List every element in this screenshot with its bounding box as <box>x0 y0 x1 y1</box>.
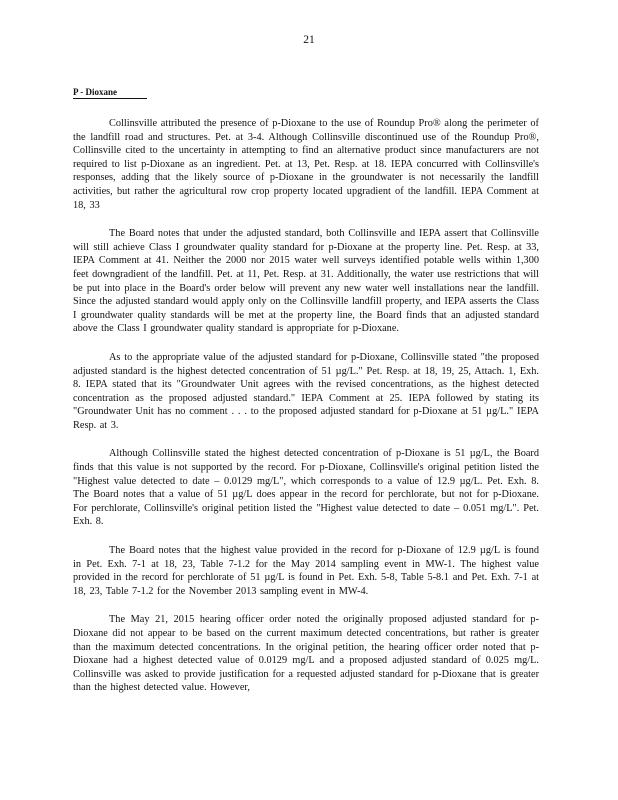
paragraph: As to the appropriate value of the adjusted standard for p-Dioxane, Collinsville stated "the proposed adjusted standard is the highest detected concentration of 51 µg/L." Pet. Resp. at 18, 19, 25, Attach. 1, Exh. 8. IEPA stated that its "Groundwater Unit agrees with the revised concentrations, as the highest detected concentration as the proposed adjusted standard." IEPA Comment at 25. IEPA followed by stating its "Groundwater Unit has no comment . . . to the proposed adjusted standard for p-Dioxane at 51 µg/L." IEPA Resp. at 3. <box>73 351 539 431</box>
page-number: 21 <box>303 34 315 46</box>
body-text <box>73 117 539 710</box>
paragraph: The Board notes that under the adjusted standard, both Collinsville and IEPA assert that Collinsville will still achieve Class I groundwater quality standard for p-Dioxane at the property line. Pet. Resp. at 33, IEPA Comment at 41. Neither the 2000 nor 2015 water well surveys identified potable wells within 1,300 feet downgradient of the landfill. Pet. at 11, Pet. Resp. at 31. Additionally, the water use restrictions that will be put into place in the Board's order below will prevent any new water well installations near the landfill. Since the adjusted standard would apply only on the Collinsville landfill property, and IEPA asserts the Class I groundwater quality standards will be met at the property line, the Board finds that an adjusted standard above the Class I groundwater quality standard is appropriate for p-Dioxane. <box>73 228 539 335</box>
paragraph: The May 21, 2015 hearing officer order noted the originally proposed adjusted standard for p-Dioxane did not appear to be based on the current maximum detected concentrations, but rather is greater than the maximum detected concentrations. In the original petition, the hearing officer order noted that p-Dioxane had a highest detected value of 0.0129 mg/L and a proposed adjusted standard of 0.025 mg/L. Collinsville was asked to provide justification for a requested adjusted standard for p-Dioxane that is greater than the highest detected value. However, <box>73 614 539 694</box>
paragraph: The Board notes that the highest value provided in the record for p-Dioxane of 12.9 µg/L is found in Pet. Exh. 7-1 at 18, 23, Table 7-1.2 for the May 2014 sampling event in MW-1. The highest value provided in the record for perchlorate of 51 µg/L is found in Pet. Exh. 5-8, Table 5-8.1 and Pet. Exh. 7-1 at 18, 23, Table 7-1.2 for the November 2013 sampling event in MW-4. <box>73 545 539 597</box>
paragraph: Collinsville attributed the presence of p-Dioxane to the use of Roundup Pro® along the perimeter of the landfill road and structures. Pet. at 3-4. Although Collinsville discontinued use of the Roundup Pro®, Collinsville cited to the uncertainty in attempting to find an alternative product since manufacturers are not required to list p-Dioxane as an ingredient. Pet. at 13, Pet. Resp. at 18. IEPA concurred with Collinsville's responses, adding that the likely source of p-Dioxane in the groundwater is not necessarily the landfill activities, but rather the agricultural row crop property located upgradient of the landfill. IEPA Comment at 18, 33 <box>73 118 539 211</box>
section-heading: P - Dioxane <box>73 87 147 99</box>
paragraph: Although Collinsville stated the highest detected concentration of p-Dioxane is 51 µg/L, the Board finds that this value is not supported by the record. For p-Dioxane, Collinsville's original petition listed the "Highest value detected to date – 0.0129 mg/L", which corresponds to a value of 12.9 µg/L. Pet. Exh. 8. The Board notes that a value of 51 µg/L does appear in the record for perchlorate, but not for p-Dioxane. For perchlorate, Collinsville's original petition listed the "Highest value detected to date – 0.051 mg/L". Pet. Exh. 8. <box>73 448 539 528</box>
